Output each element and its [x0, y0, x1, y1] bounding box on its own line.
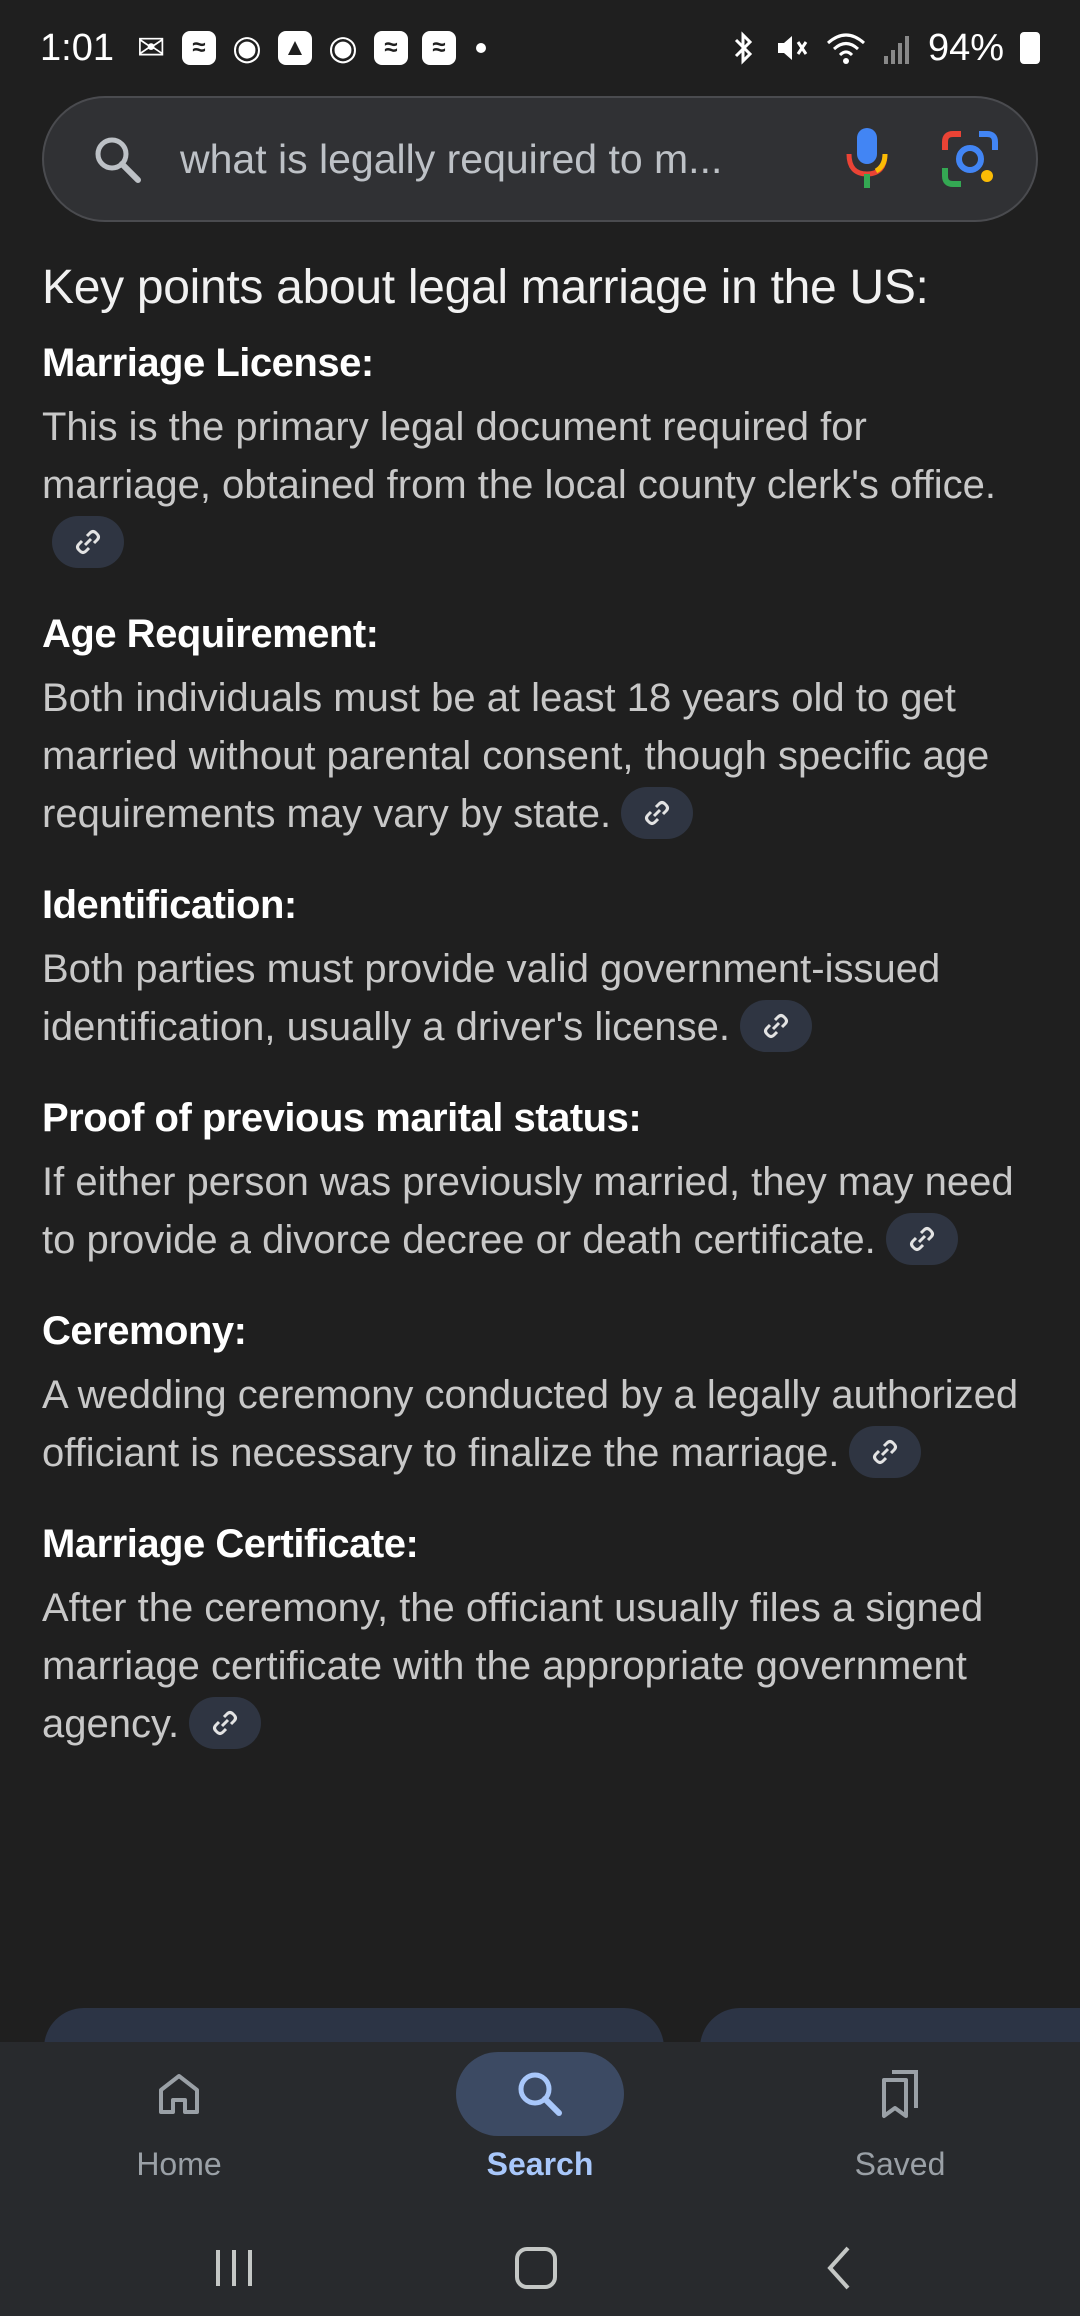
mail-icon: ✉: [136, 29, 166, 67]
back-chevron-icon: [816, 2244, 864, 2292]
point-text: Both parties must provide valid government-issued identification, usually a driver's license.: [42, 947, 941, 1049]
link-icon: [642, 798, 672, 828]
app-notification-icon: ≈: [182, 31, 216, 65]
point-title: Marriage Certificate:: [42, 1522, 419, 1566]
point-title: Identification:: [42, 883, 297, 927]
point-body: [42, 1366, 1038, 1482]
nav-saved[interactable]: [800, 2052, 1000, 2183]
point-title: Proof of previous marital status:: [42, 1096, 642, 1140]
point-text: After the ceremony, the officiant usually files a signed marriage certificate with the appropriate government agency.: [42, 1586, 984, 1746]
signal-icon: [882, 32, 912, 64]
point-body: [42, 669, 1038, 843]
more-notifications-icon: [476, 43, 486, 53]
bookmarks-icon: [874, 2066, 926, 2122]
point-marriage-license: [42, 341, 1038, 572]
nav-label: Home: [136, 2146, 222, 2182]
nav-label: Search: [486, 2146, 594, 2182]
point-ceremony: [42, 1309, 1038, 1482]
point-title: Age Requirement:: [42, 612, 379, 656]
link-icon: [870, 1437, 900, 1467]
app-notification-icon: ≈: [422, 31, 456, 65]
battery-percent: 94%: [927, 26, 1004, 69]
status-left: [40, 27, 486, 70]
point-title: Ceremony:: [42, 1309, 247, 1353]
source-link-button[interactable]: [621, 787, 693, 839]
source-link-button[interactable]: [849, 1426, 921, 1478]
search-bar[interactable]: [42, 96, 1038, 222]
link-icon: [73, 527, 103, 557]
search-icon[interactable]: [90, 132, 146, 193]
recent-apps-button[interactable]: [210, 2244, 258, 2297]
status-time: 1:01: [40, 26, 114, 69]
battery-icon: [1020, 32, 1040, 64]
recent-apps-icon: [210, 2244, 258, 2292]
point-text: This is the primary legal document required for marriage, obtained from the local county clerk's office.: [42, 405, 997, 507]
nav-label: Saved: [854, 2146, 946, 2182]
link-icon: [210, 1708, 240, 1738]
search-icon: [513, 2067, 567, 2121]
point-identification: [42, 883, 1038, 1056]
system-navigation-bar: [0, 2220, 1080, 2316]
nav-saved-icon-wrap: [816, 2052, 984, 2136]
home-button[interactable]: [512, 2244, 560, 2297]
google-lens-icon[interactable]: [939, 128, 1001, 195]
discord-icon: ◉: [232, 29, 262, 67]
nav-home-icon-wrap: [95, 2052, 263, 2136]
home-icon: [153, 2068, 205, 2120]
point-body: [42, 1579, 1038, 1753]
source-link-button[interactable]: [52, 516, 124, 568]
nav-search[interactable]: [440, 2052, 640, 2183]
point-body: [42, 940, 1038, 1056]
mute-icon: [774, 30, 810, 66]
home-square-icon: [512, 2244, 560, 2292]
bottom-navigation: [0, 2042, 1080, 2220]
wifi-icon: [826, 31, 866, 65]
point-body: [42, 1153, 1038, 1269]
status-bar: [0, 0, 1080, 96]
source-link-button[interactable]: [886, 1213, 958, 1265]
microphone-icon[interactable]: [844, 126, 890, 197]
point-age-requirement: [42, 612, 1038, 843]
discord-icon: ◉: [328, 29, 358, 67]
point-title: Marriage License:: [42, 341, 374, 385]
status-right: [730, 27, 1040, 70]
point-marriage-certificate: [42, 1522, 1038, 1753]
point-body: [42, 398, 1038, 572]
image-icon: ▲: [278, 31, 312, 65]
ai-overview: [42, 250, 1038, 1793]
point-text: If either person was previously married, they may need to provide a divorce decree or death certificate.: [42, 1160, 1014, 1262]
app-notification-icon: ≈: [374, 31, 408, 65]
bluetooth-icon: [730, 30, 758, 66]
nav-search-icon-wrap: [456, 2052, 624, 2136]
point-text: A wedding ceremony conducted by a legally authorized officiant is necessary to finalize the marriage.: [42, 1373, 1019, 1475]
nav-home[interactable]: [79, 2052, 279, 2183]
back-button[interactable]: [816, 2244, 864, 2297]
point-text: Both individuals must be at least 18 years old to get married without parental consent, though specific age requirements may vary by state.: [42, 676, 990, 836]
overview-heading: Key points about legal marriage in the US:: [42, 261, 929, 314]
search-query[interactable]: what is legally required to m...: [180, 136, 723, 182]
source-link-button[interactable]: [189, 1697, 261, 1749]
link-icon: [761, 1011, 791, 1041]
point-previous-marital-status: [42, 1096, 1038, 1269]
link-icon: [907, 1224, 937, 1254]
source-link-button[interactable]: [740, 1000, 812, 1052]
